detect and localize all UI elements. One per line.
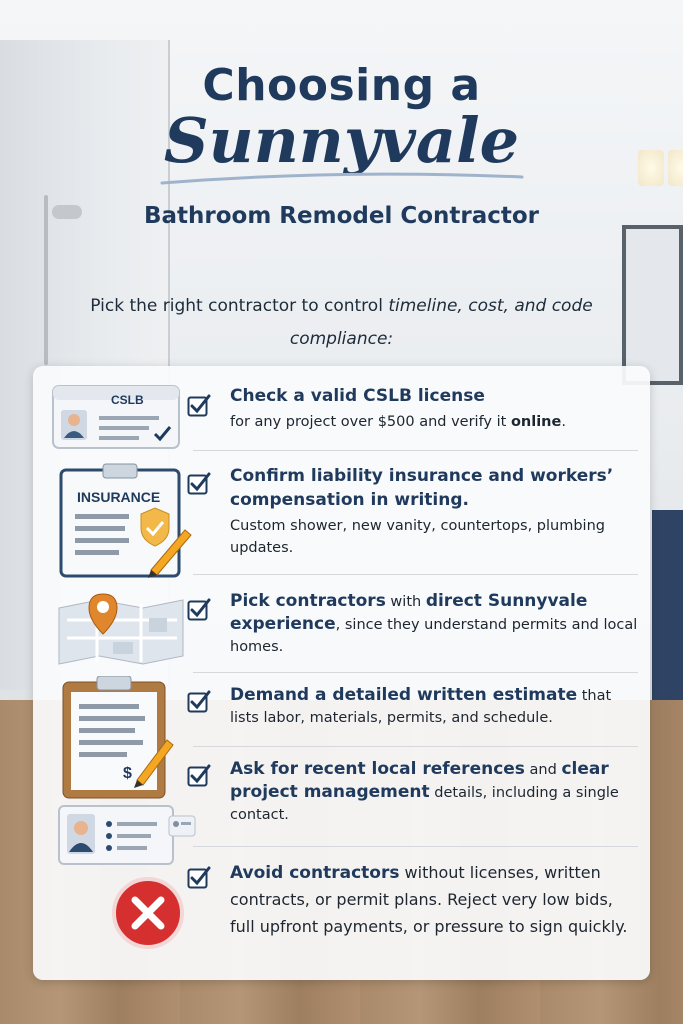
item-heading: Pick contractors (230, 591, 386, 611)
checkbox-checked-icon (187, 472, 211, 496)
divider (193, 746, 638, 747)
item-body-end: . (561, 414, 566, 430)
item-text (230, 464, 640, 559)
item-heading: Avoid contractors (230, 863, 400, 883)
item-text (230, 590, 640, 658)
title-line3: Bathroom Remodel Contractor (143, 203, 540, 230)
intro-lead: Pick the right contractor to control (90, 296, 389, 316)
item-body: Custom shower, new vanity, countertops, plumbing updates. (230, 518, 605, 556)
background-cabinet (652, 510, 683, 720)
item-heading: Demand a detailed written estimate (230, 685, 578, 705)
item-heading: Ask for recent local references (230, 759, 525, 779)
estimate-dollar: $ (123, 765, 132, 782)
item-heading-secondary: clear project management (230, 759, 609, 802)
item-heading: Check a valid CSLB license (230, 386, 485, 406)
title-line1: Choosing a (202, 60, 481, 111)
divider (193, 672, 638, 673)
item-body: for any project over $500 and verify it (230, 414, 511, 430)
title-block (0, 60, 683, 229)
insurance-clipboard-icon (57, 462, 197, 580)
item-body: with (385, 594, 426, 610)
checkbox-checked-icon (187, 598, 211, 622)
insurance-label: INSURANCE (77, 489, 161, 505)
item-text (230, 860, 640, 941)
estimate-clipboard-icon (59, 676, 183, 802)
item-body-end: details, including a single contact. (230, 785, 619, 823)
divider (193, 846, 638, 847)
item-text (230, 758, 640, 826)
item-body-end: , since they understand permits and local homes. (230, 617, 638, 655)
intro-emphasis: timeline, cost, and code compliance: (289, 296, 593, 349)
item-text (230, 684, 640, 729)
checkbox-checked-icon (187, 394, 211, 418)
item-heading-secondary: direct Sunnyvale experience (230, 591, 588, 634)
license-card-icon (51, 384, 181, 450)
contact-card-icon (57, 802, 197, 868)
item-text (230, 384, 640, 433)
divider (193, 450, 638, 451)
item-body: without licenses, written contracts, or permit plans. Reject very low bids, full upfront payments, or pressure to sign quickly. (230, 863, 628, 936)
checkbox-checked-icon (187, 690, 211, 714)
checkbox-checked-icon (187, 866, 211, 890)
item-heading: Confirm liability insurance and workers’ compensation in writing. (230, 466, 614, 510)
reject-x-icon (111, 876, 185, 950)
title-line2: Sunnyvale (163, 104, 520, 177)
item-body-bold: online (510, 414, 562, 430)
license-card-label: CSLB (111, 393, 144, 407)
map-pin-icon (57, 590, 187, 666)
checklist-card (33, 366, 650, 980)
checkbox-checked-icon (187, 764, 211, 788)
divider (193, 574, 638, 575)
intro-text (40, 290, 643, 356)
item-body: and (524, 762, 562, 778)
item-body: that lists labor, materials, permits, and schedule. (230, 688, 612, 726)
